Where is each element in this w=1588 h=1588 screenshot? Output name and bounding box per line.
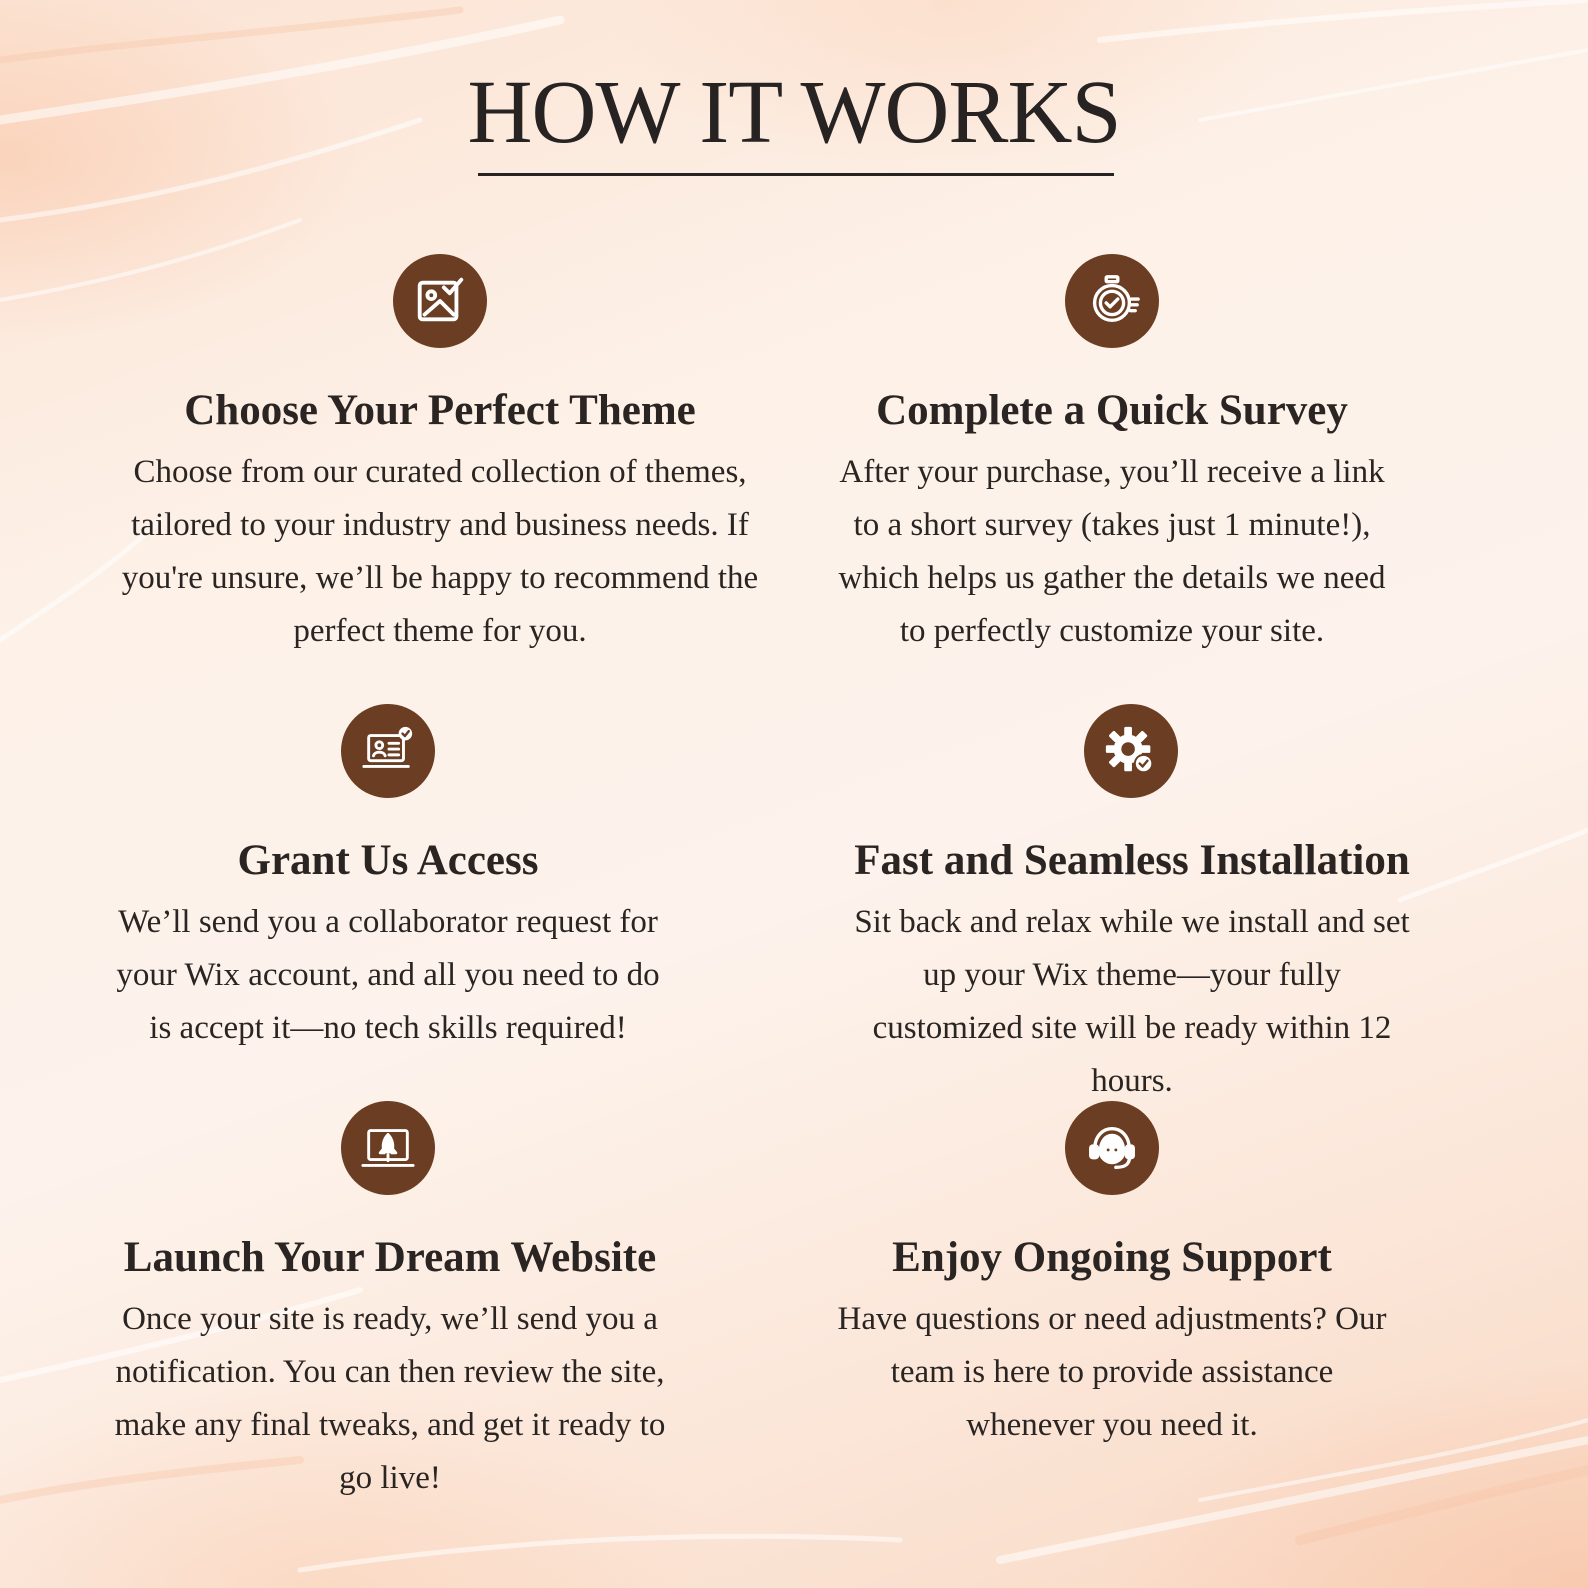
gear-check-icon <box>1084 704 1178 798</box>
step-title: Choose Your Perfect Theme <box>184 387 696 434</box>
stopwatch-check-icon <box>1065 254 1159 348</box>
step-description: Sit back and relax while we install and set up your Wix theme—your fully customized site will be ready within 12 hours. <box>854 904 1410 1099</box>
headset-support-icon <box>1065 1101 1159 1195</box>
step-title: Complete a Quick Survey <box>876 387 1348 434</box>
step-description: We’ll send you a collaborator request for your Wix account, and all you need to do is accept it—no tech skills required! <box>116 904 660 1046</box>
step-description: After your purchase, you’ll receive a link to a short survey (takes just 1 minute!), which helps us gather the details we need to perfectly customize your site. <box>838 454 1386 649</box>
step-title: Enjoy Ongoing Support <box>892 1234 1332 1281</box>
image-check-icon <box>393 254 487 348</box>
step-title: Launch Your Dream Website <box>123 1234 657 1281</box>
step-description: Choose from our curated collection of themes, tailored to your industry and business needs. If you're unsure, we’ll be happy to recommend the perfect theme for you. <box>121 454 759 649</box>
step-title: Grant Us Access <box>237 837 539 884</box>
step-description: Have questions or need adjustments? Our team is here to provide assistance whenever you need it. <box>837 1301 1387 1443</box>
title-underline <box>478 173 1114 176</box>
laptop-rocket-icon <box>341 1101 435 1195</box>
step-description: Once your site is ready, we’ll send you a notification. You can then review the site, make any final tweaks, and get it ready to go live! <box>114 1301 666 1496</box>
page-title: HOW IT WORKS <box>467 63 1121 162</box>
step-title: Fast and Seamless Installation <box>854 837 1410 884</box>
laptop-profile-check-icon <box>341 704 435 798</box>
